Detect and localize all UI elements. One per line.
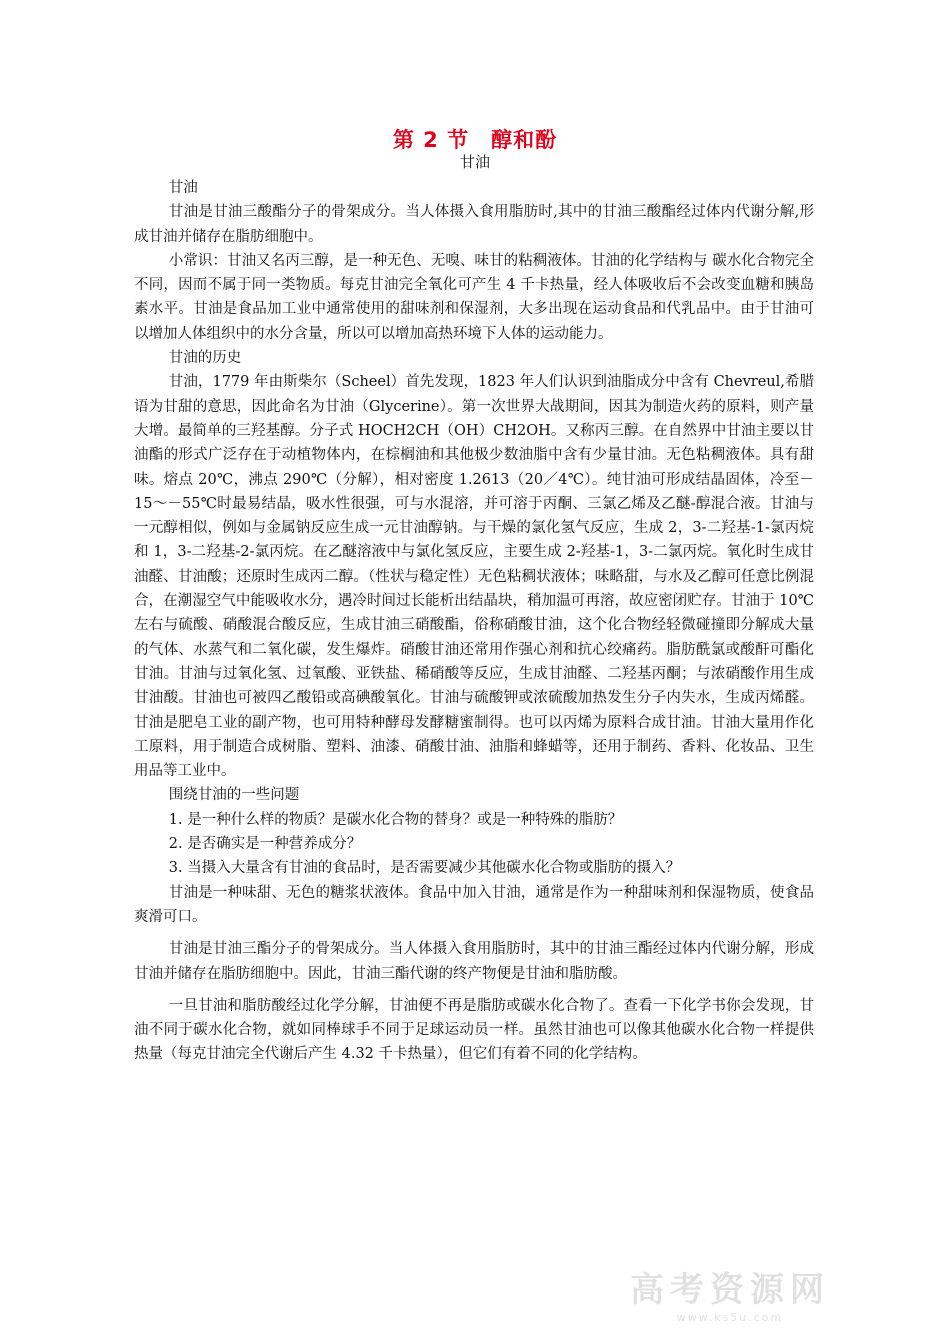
section-heading-history: 甘油的历史 (168, 350, 242, 367)
paragraph-sweetener: 甘油是一种味甜、无色的糖浆状液体。食品中加入甘油，通常是作为一种甜味剂和保湿物质，使食品爽滑可口。 (134, 884, 814, 925)
paragraph-trivia: 小常识：甘油又名丙三醇，是一种无色、无嗅、味甘的粘稠液体。甘油的化学结构与 碳水化合物完全不同，因而不属于同一类物质。每克甘油完全氧化可产生 4 千卡热量，经人体吸收后不会改变血糖和胰岛素水平。甘油是食品加工业中通常使用的甜味剂和保湿剂，大多出现在运动食品和代乳品中。由于甘油可以增加人体组织中的水分含量，所以可以增加高热环境下人体的运动能力。 (134, 252, 814, 342)
paragraph-metabolism: 甘油是甘油三酯分子的骨架成分。当人体摄入食用脂肪时，其中的甘油三酯经过体内代谢分解，形成甘油并储存在脂肪细胞中。因此，甘油三酯代谢的终产物便是甘油和脂肪酸。 (134, 941, 814, 982)
question-item-3: 3. 当摄入大量含有甘油的食品时，是否需要减少其他碳水化合物或脂肪的摄入？ (168, 860, 681, 877)
document-body (134, 176, 814, 1067)
page-subtitle: 甘油 (459, 153, 490, 171)
question-item-1: 1. 是一种什么样的物质？是碳水化合物的替身？或是一种特殊的脂肪？ (168, 811, 623, 828)
section-heading-glycerol: 甘油 (168, 180, 198, 196)
paragraph-chemistry: 一旦甘油和脂肪酸经过化学分解，甘油便不再是脂肪或碳水化合物了。查看一下化学书你会发现，甘油不同于碳水化合物，就如同棒球手不同于足球运动员一样。虽然甘油也可以像其他碳水化合物一样提供热量（每克甘油完全代谢后产生 4.32 千卡热量），但它们有着不同的化学结构。 (134, 997, 814, 1063)
page-title: 第 2 节 醇和酚 (392, 128, 558, 152)
section-heading-questions: 围绕甘油的一些问题 (168, 787, 300, 804)
watermark-logo (630, 1262, 830, 1324)
watermark-url: www.ks5u.com (676, 1311, 784, 1324)
paragraph-history: 甘油，1779 年由斯柴尔（Scheel）首先发现，1823 年人们认识到油脂成分中含有 Chevreul,希腊语为甘甜的意思，因此命名为甘油（Glycerine）。第一次世界大战期间，因其为制造火药的原料，则产量大增。最简单的三羟基醇。分子式 HOCH2CH（OH）CH2OH。又称丙三醇。在自然界中甘油主要以甘油酯的形式广泛存在于动植物体内，在棕榈油和其他极少数油脂中含有少量甘油。无色粘稠液体。具有甜味。熔点 20℃，沸点 290℃（分解），相对密度 1.2613（20／4℃）。纯甘油可形成结晶固体，冷至－15～－55℃时最易结晶，吸水性很强，可与水混溶，并可溶于丙酮、三氯乙烯及乙醚-醇混合液。甘油与一元醇相似，例如与金属钠反应生成一元甘油醇钠。与干燥的氯化氢气反应，生成 2，3-二羟基-1-氯丙烷和 1，3-二羟基-2-氯丙烷。在乙醚溶液中与氯化氢反应，主要生成 2-羟基-1，3-二氯丙烷。氧化时生成甘油醛、甘油酸；还原时生成丙二醇。（性状与稳定性）无色粘稠状液体；味略甜，与水及乙醇可任意比例混合，在潮湿空气中能吸收水分，遇冷时间过长能析出结晶块，稍加温可再溶，故应密闭贮存。甘油于 10℃左右与硫酸、硝酸混合酸反应，生成甘油三硝酸酯，俗称硝酸甘油，这个化合物经轻微碰撞即分解成大量的气体、水蒸气和二氧化碳，发生爆炸。硝酸甘油还常用作强心剂和抗心绞痛药。脂肪酰氯或酸酐可酯化甘油。甘油与过氧化氢、过氧酸、亚铁盐、稀硝酸等反应，生成甘油醛、二羟基丙酮；与浓硝酸作用生成甘油酸。甘油也可被四乙酸铅或高碘酸氧化。甘油与硫酸钾或浓硫酸加热发生分子内失水，生成丙烯醛。甘油是肥皂工业的副产物，也可用特种酵母发酵糖蜜制得。也可以丙烯为原料合成甘油。甘油大量用作化工原料，用于制造合成树脂、塑料、油漆、硝酸甘油、油脂和蜂蜡等，还用于制药、香料、化妆品、卫生用品等工业中。 (134, 374, 814, 780)
question-item-2: 2. 是否确实是一种营养成分？ (168, 836, 362, 853)
watermark-logo-text: 高考资源网 (630, 1270, 830, 1310)
paragraph-intro: 甘油是甘油三酸酯分子的骨架成分。当人体摄入食用脂肪时,其中的甘油三酸酯经过体内代谢分解,形成甘油并储存在脂肪细胞中。 (134, 204, 814, 245)
